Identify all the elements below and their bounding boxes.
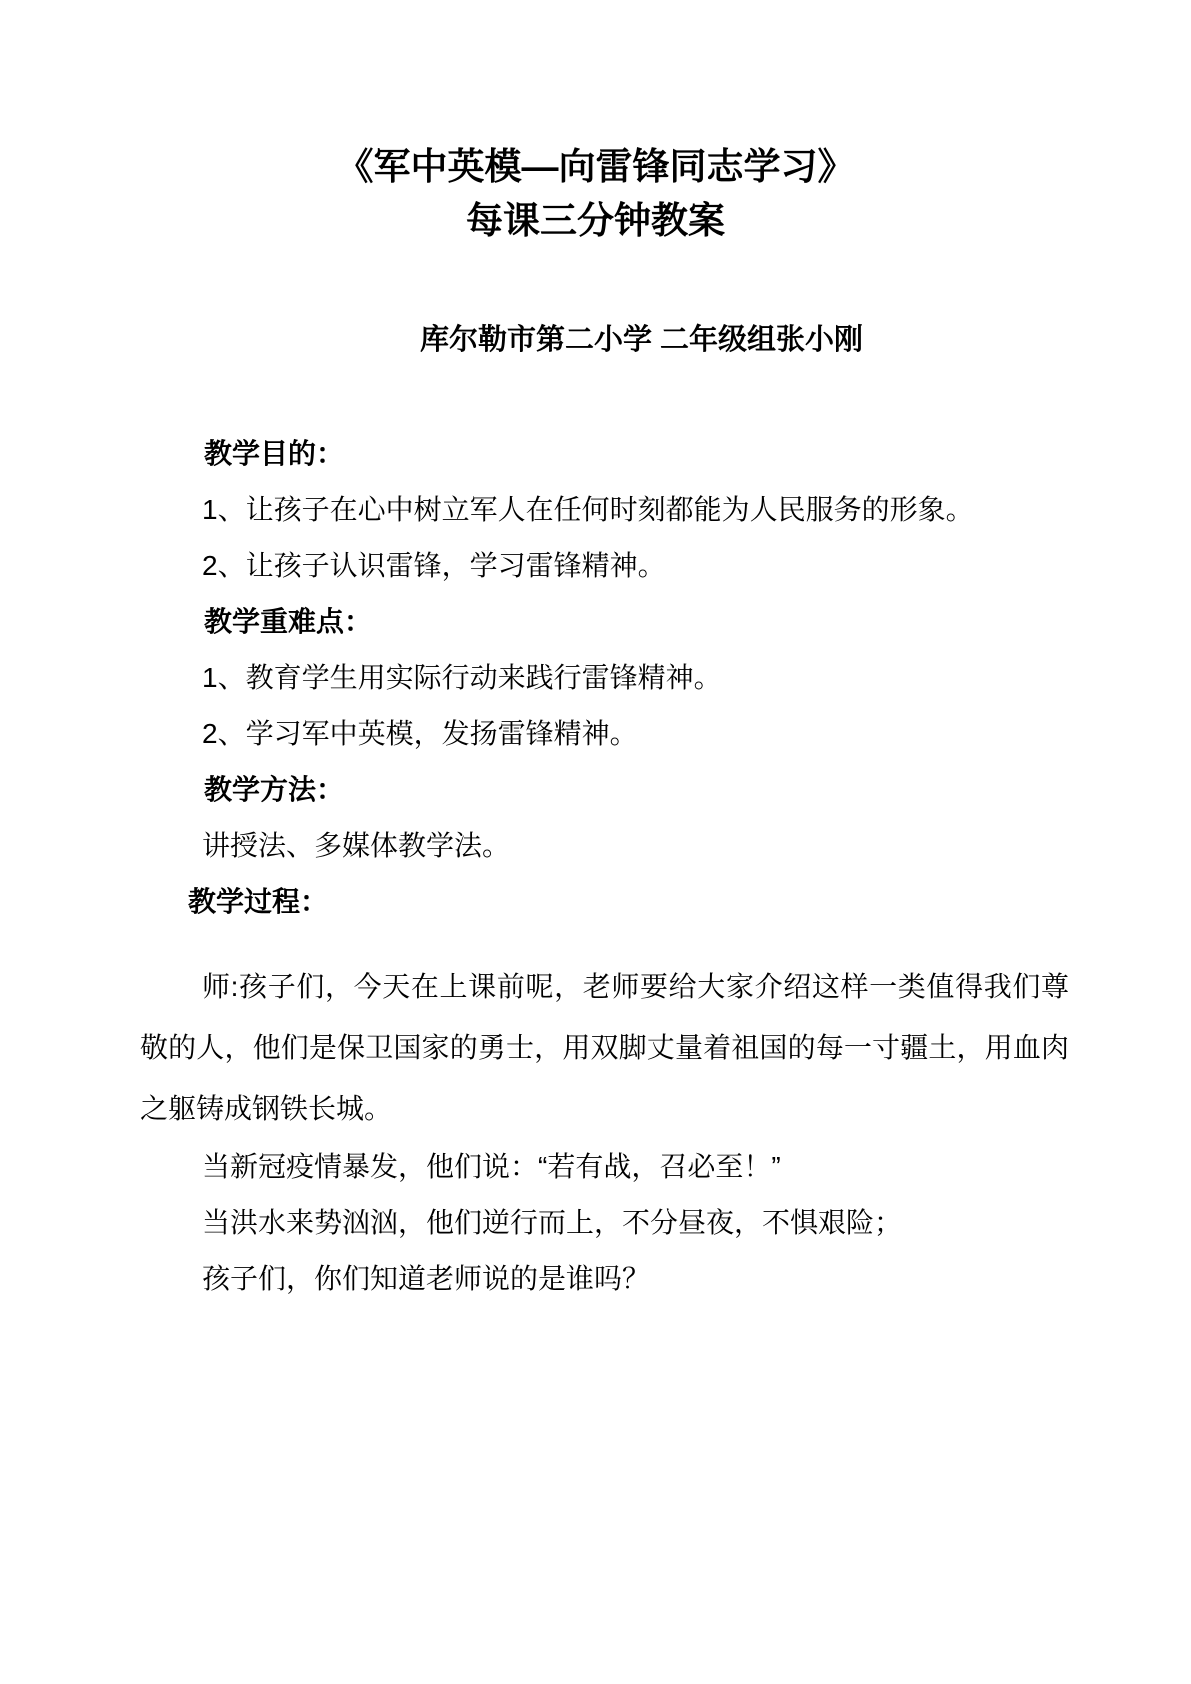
objectives-item-2: 2、让孩子认识雷锋，学习雷锋精神。 <box>202 550 666 581</box>
title-block <box>0 0 1191 248</box>
section-heading-process: 教学过程： <box>188 886 329 917</box>
author-block <box>0 320 1191 360</box>
methods-item-1: 讲授法、多媒体教学法。 <box>202 830 511 861</box>
author-line: 库尔勒市第二小学 二年级组张小刚 <box>419 324 864 356</box>
section-heading-objectives: 教学目的： <box>204 438 345 469</box>
document-title-line-1: 《军中英模—向雷锋同志学习》 <box>336 146 855 187</box>
objectives-item-1: 1、让孩子在心中树立军人在任何时刻都能为人民服务的形象。 <box>202 494 974 525</box>
process-spacer <box>140 930 1069 956</box>
process-paragraph-1: 师:孩子们，今天在上课前呢，老师要给大家介绍这样一类值得我们尊敬的人，他们是保卫国家的勇士，用双脚丈量着祖国的每一寸疆土，用血肉之躯铸成钢铁长城。 <box>140 971 1069 1124</box>
document-title-line-2: 每课三分钟教案 <box>466 200 725 241</box>
section-heading-key-points: 教学重难点： <box>204 606 373 637</box>
process-paragraph-2: 当新冠疫情暴发，他们说：“若有战，召必至！” <box>202 1151 781 1182</box>
document-body <box>0 426 1191 1307</box>
process-paragraph-3: 当洪水来势汹汹，他们逆行而上，不分昼夜，不惧艰险； <box>202 1207 903 1238</box>
key-points-item-1: 1、教育学生用实际行动来践行雷锋精神。 <box>202 662 722 693</box>
process-paragraph-4: 孩子们，你们知道老师说的是谁吗？ <box>202 1263 651 1294</box>
key-points-item-2: 2、学习军中英模，发扬雷锋精神。 <box>202 718 638 749</box>
section-heading-methods: 教学方法： <box>204 774 345 805</box>
